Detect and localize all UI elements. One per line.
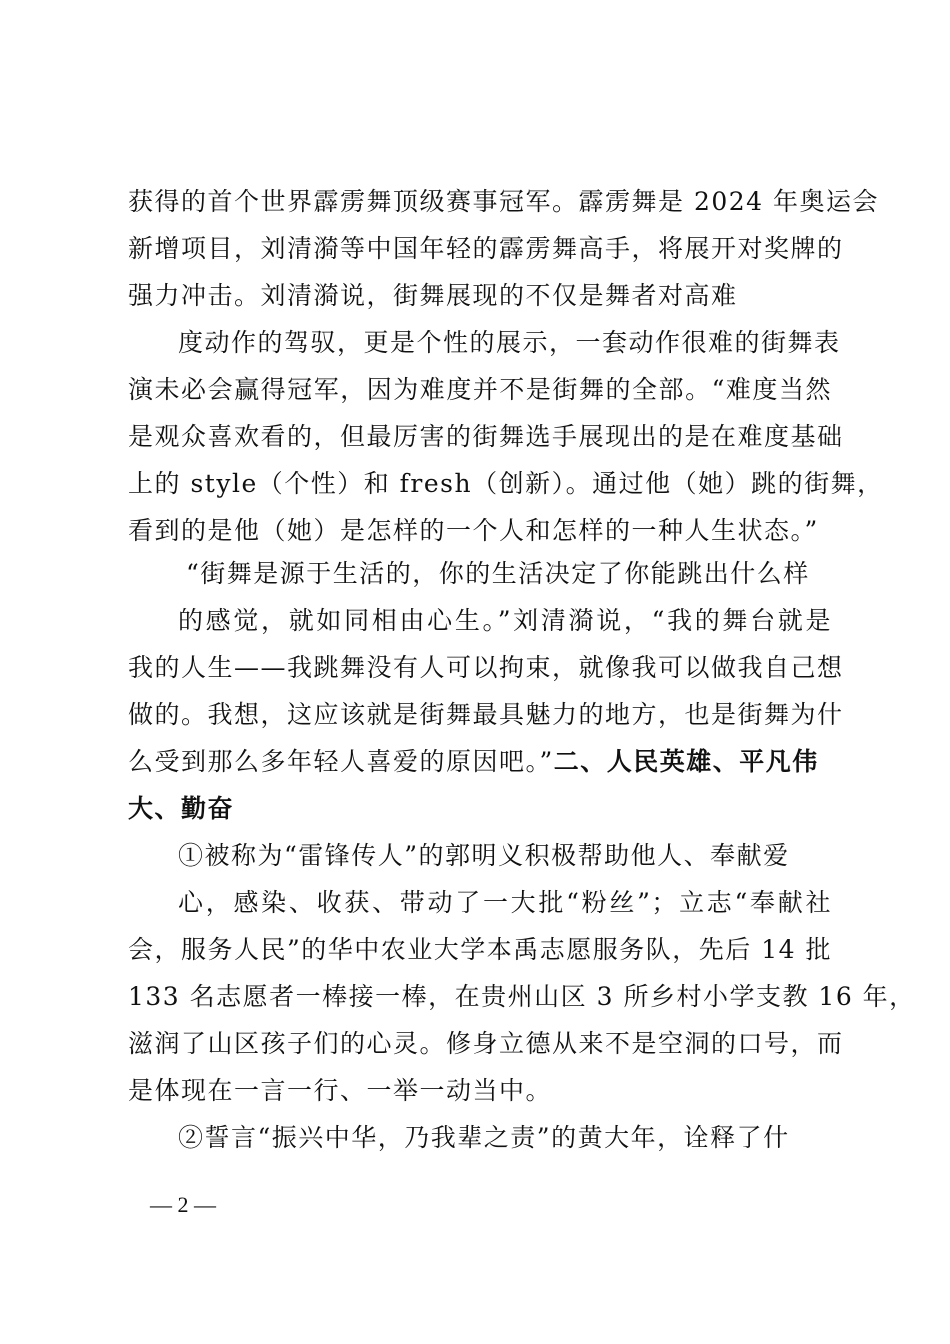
- body-text-line: 我的人生——我跳舞没有人可以拘束，就像我可以做我自己想: [128, 653, 844, 682]
- body-text-line: 是观众喜欢看的，但最厉害的街舞选手展现出的是在难度基础: [128, 422, 844, 451]
- body-text-line: 上的 style（个性）和 fresh（创新）。通过他（她）跳的街舞，: [128, 469, 884, 498]
- body-text-line: 看到的是他（她）是怎样的一个人和怎样的一种人生状态。”: [128, 516, 819, 545]
- body-text-line: 心，感染、收获、带动了一大批“粉丝”；立志“奉献社: [178, 888, 832, 917]
- body-text-line: 滋润了山区孩子们的心灵。修身立德从来不是空洞的口号，而: [128, 1029, 844, 1058]
- body-text-line: 演未必会赢得冠军，因为难度并不是街舞的全部。“难度当然: [128, 375, 832, 404]
- body-text-line: ②誓言“振兴中华，乃我辈之责”的黄大年，诠释了什: [178, 1123, 790, 1152]
- page-number: — 2 —: [150, 1192, 216, 1217]
- body-text-line: 获得的首个世界霹雳舞顶级赛事冠军。霹雳舞是 2024 年奥运会: [128, 187, 880, 216]
- body-text-line: 133 名志愿者一棒接一棒，在贵州山区 3 所乡村小学支教 16 年，: [128, 982, 916, 1011]
- body-text-line: 强力冲击。刘清漪说，街舞展现的不仅是舞者对高难: [128, 281, 738, 310]
- body-text-line: 是体现在一言一行、一举一动当中。: [128, 1076, 553, 1105]
- body-text-span: 么受到那么多年轻人喜爱的原因吧。”: [128, 747, 554, 776]
- body-text-line: 的感觉，就如同相由心生。”刘清漪说，“我的舞台就是: [178, 606, 832, 635]
- body-text-line: 度动作的驾驭，更是个性的展示，一套动作很难的街舞表: [178, 328, 841, 357]
- body-text-line: ①被称为“雷锋传人”的郭明义积极帮助他人、奉献爱: [178, 841, 790, 870]
- section-heading: 二、人民英雄、平凡伟: [553, 747, 819, 776]
- body-text-line: [128, 745, 832, 779]
- body-text-line: 会，服务人民”的华中农业大学本禹志愿服务队，先后 14 批: [128, 935, 832, 964]
- body-text-line: “街舞是源于生活的，你的生活决定了你能跳出什么样: [186, 559, 810, 588]
- body-text-line: 做的。我想，这应该就是街舞最具魅力的地方，也是街舞为什: [128, 700, 844, 729]
- section-heading-continued: 大、勤奋: [128, 794, 235, 823]
- body-text-line: 新增项目，刘清漪等中国年轻的霹雳舞高手，将展开对奖牌的: [128, 234, 844, 263]
